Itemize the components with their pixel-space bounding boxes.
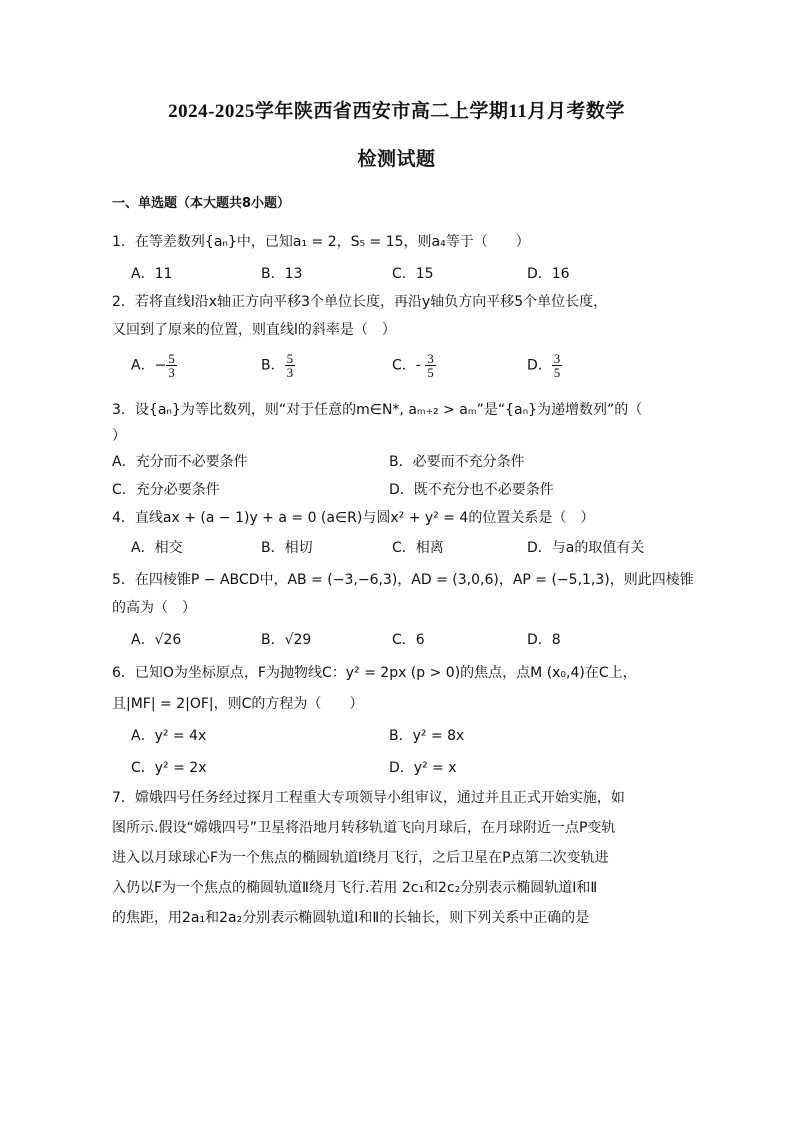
fraction-denominator: 5 xyxy=(427,365,434,380)
question-1-stem: 1．在等差数列{aₙ}中，已知a₁ = 2，S₅ = 15，则a₄等于（ ） xyxy=(112,234,530,250)
question-6-option-c: C．y² = 2x xyxy=(131,760,207,776)
question-7-line4: 入仍以F为一个焦点的椭圆轨道Ⅱ绕月飞行.若用 2c₁和2c₂分别表示椭圆轨道Ⅰ和Ⅱ xyxy=(112,880,598,896)
question-5-stem-line1: 5．在四棱锥P − ABCD中，AB = (−3,−6,3)，AD = (3,0,6)，AP = (−5,1,3)，则此四棱锥 xyxy=(112,572,694,588)
question-6-option-d: D．y² = x xyxy=(389,760,457,776)
question-5-option-d: D．8 xyxy=(527,632,561,648)
question-6-stem-line2: 且|MF| = 2|OF|，则C的方程为（ ） xyxy=(112,696,364,712)
question-4-option-c: C．相离 xyxy=(392,540,444,556)
question-2-stem-line2: 又回到了原来的位置，则直线l的斜率是（ ） xyxy=(112,322,396,338)
fraction xyxy=(552,352,563,379)
option-sign: - xyxy=(415,357,421,374)
question-3-option-c: C．充分必要条件 xyxy=(112,482,220,498)
question-3-option-b: B．必要而不充分条件 xyxy=(389,454,525,470)
question-3-option-d: D．既不充分也不必要条件 xyxy=(389,482,554,498)
question-2-option-a xyxy=(131,352,177,379)
option-label: D． xyxy=(527,357,552,374)
question-7-line3: 进入以月球球心F为一个焦点的椭圆轨道Ⅰ绕月飞行，之后卫星在P点第二次变轨进 xyxy=(112,850,609,866)
question-1-option-c: C．15 xyxy=(392,266,434,282)
question-5-option-b: B．√29 xyxy=(261,632,312,648)
fraction-denominator: 3 xyxy=(168,365,175,380)
question-1-option-a: A．11 xyxy=(131,266,173,282)
question-2-stem-line1: 2．若将直线l沿x轴正方向平移3个单位长度，再沿y轴负方向平移5个单位长度， xyxy=(112,294,608,310)
option-label: A． xyxy=(131,357,155,374)
question-7-line1: 7．嫦娥四号任务经过探月工程重大专项领导小组审议，通过并且正式开始实施，如 xyxy=(112,790,625,806)
fraction-numerator: 3 xyxy=(427,351,434,366)
question-4-option-d: D．与a的取值有关 xyxy=(527,540,645,556)
question-2-option-b xyxy=(261,352,295,379)
question-7-line2: 图所示.假设“嫦娥四号”卫星将沿地月转移轨道飞向月球后，在月球附近一点P变轨 xyxy=(112,820,616,836)
fraction xyxy=(285,352,296,379)
question-2-option-c xyxy=(392,352,436,379)
option-sign: − xyxy=(154,357,167,374)
option-label: C． xyxy=(392,357,416,374)
question-1-option-d: D．16 xyxy=(527,266,570,282)
question-6-stem-line1: 6．已知O为坐标原点，F为抛物线C：y² = 2px (p > 0)的焦点，点M (x₀,4)在C上， xyxy=(112,665,637,681)
question-6-option-a: A．y² = 4x xyxy=(131,728,207,744)
question-6-option-b: B．y² = 8x xyxy=(389,728,465,744)
question-2-option-d xyxy=(527,352,562,379)
fraction-denominator: 3 xyxy=(286,365,294,380)
question-3-stem-line1: 3．设{aₙ}为等比数列，则“对于任意的m∈N*, aₘ₊₂ > aₘ”是“{aₙ}为递增数列”的（ xyxy=(112,402,643,418)
fraction xyxy=(166,352,177,379)
question-5-option-c: C．6 xyxy=(392,632,425,648)
question-4-option-a: A．相交 xyxy=(131,540,183,556)
fraction-denominator: 5 xyxy=(553,365,561,380)
option-label: B． xyxy=(261,357,285,374)
fraction-numerator: 5 xyxy=(168,351,175,366)
question-4-option-b: B．相切 xyxy=(261,540,313,556)
fraction xyxy=(425,352,436,379)
fraction-numerator: 5 xyxy=(286,351,294,366)
question-1-option-b: B．13 xyxy=(261,266,303,282)
question-7-line5: 的焦距，用2a₁和2a₂分别表示椭圆轨道Ⅰ和Ⅱ的长轴长，则下列关系中正确的是 xyxy=(112,910,590,926)
question-3-option-a: A．充分而不必要条件 xyxy=(112,454,248,470)
question-5-stem-line2: 的高为（ ） xyxy=(112,600,196,616)
question-5-option-a: A．√26 xyxy=(131,632,182,648)
exam-title-line1: 2024-2025学年陕西省西安市高二上学期11月月考数学 xyxy=(168,101,625,122)
exam-title-line2: 检测试题 xyxy=(357,149,436,170)
fraction-numerator: 3 xyxy=(553,351,561,366)
section-heading: 一、单选题（本大题共8小题） xyxy=(112,196,291,211)
question-4-stem: 4．直线ax + (a − 1)y + a = 0 (a∈R)与圆x² + y² = 4的位置关系是（ ） xyxy=(112,510,595,526)
question-3-stem-line2: ） xyxy=(112,428,126,444)
